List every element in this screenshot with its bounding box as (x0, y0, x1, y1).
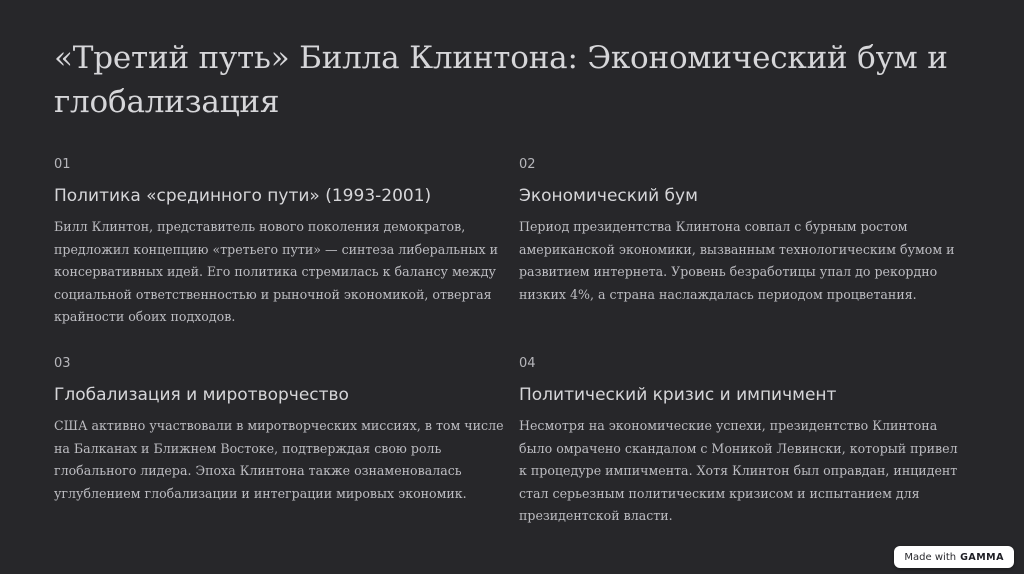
section-text: Период президентства Клинтона совпал с бурным ростом американской экономики, вызванным технологическим бумом и развитием интернета. Уровень безработицы упал до рекордно низких 4%, а страна наслаждалась периодом процветания. (519, 219, 955, 302)
badge-prefix: Made with (904, 551, 957, 563)
gamma-logo: GAMMA (960, 551, 1004, 563)
section-text: Билл Клинтон, представитель нового поколения демократов, предложил концепцию «третьего пути» — синтеза либеральных и консервативных идей. Его политика стремилась к балансу между социальной ответственностью и рыночной экономикой, отвергая крайности обоих подходов. (54, 219, 499, 324)
section-economic-boom (519, 157, 969, 306)
section-heading: Экономический бум (519, 186, 698, 206)
section-text: США активно участвовали в миротворческих миссиях, в том числе на Балканах и Ближнем Востоке, подтверждая свою роль глобального лидера. Эпоха Клинтона также ознаменовалась углублением глобализации и интеграции мировых экономик. (54, 418, 504, 501)
section-number: 02 (519, 157, 536, 172)
section-number: 01 (54, 157, 71, 172)
section-text: Несмотря на экономические успехи, президентство Клинтона было омрачено скандалом с Моникой Левински, который привел к процедуре импичмента. Хотя Клинтон был оправдан, инцидент стал серьезным политическим кризисом и испытанием для президентской власти. (519, 418, 958, 523)
section-number: 03 (54, 356, 71, 371)
slide-title: «Третий путь» Билла Клинтона: Экономический бум и глобализация (54, 40, 948, 120)
section-politics (54, 157, 504, 329)
section-number: 04 (519, 356, 536, 371)
made-with-gamma-badge[interactable] (894, 546, 1014, 568)
section-heading: Политический кризис и импичмент (519, 385, 837, 405)
section-impeachment (519, 356, 969, 528)
section-heading: Политика «срединного пути» (1993-2001) (54, 186, 432, 206)
section-globalization (54, 356, 504, 505)
section-heading: Глобализация и миротворчество (54, 385, 349, 405)
